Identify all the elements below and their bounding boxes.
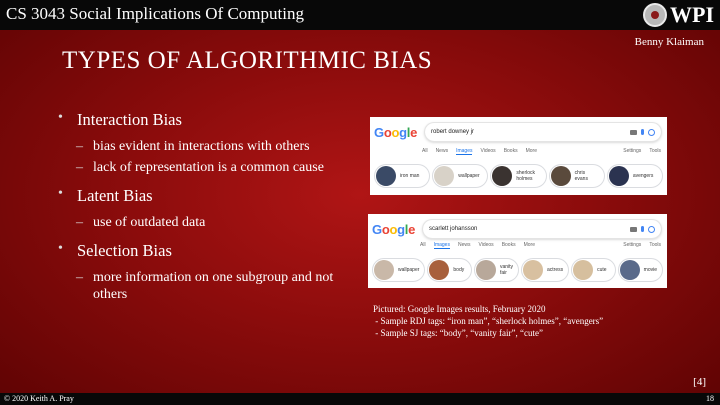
chip-iron-man (375, 165, 429, 187)
chip-label: wallpaper (398, 267, 420, 273)
chip-thumbnail (609, 166, 629, 186)
bullet-interaction-bias: • Interaction Bias (58, 110, 358, 130)
chip-thumbnail (620, 260, 640, 280)
mic-icon (641, 226, 644, 232)
related-chips (375, 165, 662, 187)
image-caption (373, 303, 603, 339)
tab-news: News (435, 148, 449, 154)
search-query: robert downey jr (431, 129, 475, 135)
sub-bullet: – lack of representation is a common cause (58, 159, 358, 176)
chip-label: vanity fair (499, 264, 513, 276)
chip-chris-evans (550, 165, 604, 187)
bullet-list (58, 110, 358, 307)
google-search-bar (372, 218, 661, 240)
author-name: Benny Klaiman (634, 36, 704, 48)
search-input (423, 220, 661, 238)
chip-thumbnail (492, 166, 512, 186)
chip-thumbnail (523, 260, 543, 280)
chip-label: chris evans (574, 170, 588, 182)
sub-bullet: – bias evident in interactions with others (58, 138, 358, 155)
tab-books: Books (503, 148, 518, 154)
search-tabs (422, 148, 661, 155)
bullet-latent-bias: • Latent Bias (58, 186, 358, 206)
chip-thumbnail (429, 260, 449, 280)
camera-icon (630, 130, 637, 135)
header-bar (0, 0, 720, 30)
chip-label: movie (643, 267, 657, 273)
chip-thumbnail (551, 166, 571, 186)
copyright: © 2020 Keith A. Pray (4, 394, 74, 403)
chip-thumbnail (374, 260, 394, 280)
search-icon (648, 129, 655, 136)
chip-label: actress (547, 267, 564, 273)
google-screenshot-rdj (370, 117, 667, 195)
google-screenshot-sj (368, 214, 667, 288)
caption-line: Pictured: Google Images results, February 2020 (373, 304, 546, 314)
tab-tools: Tools (649, 242, 661, 248)
caption-line: - Sample RDJ tags: “iron man”, “sherlock holmes”, “avengers” (373, 316, 604, 326)
citation: [4] (693, 376, 706, 388)
search-tabs (420, 242, 661, 249)
chip-wallpaper (433, 165, 487, 187)
chip-sherlock-holmes (491, 165, 545, 187)
chip-cute (572, 259, 615, 281)
slide-title: TYPES OF ALGORITHMIC BIAS (62, 47, 433, 74)
chip-label: avengers (632, 173, 654, 179)
chip-label: sherlock holmes (516, 170, 536, 182)
caption-line: - Sample SJ tags: “body”, “vanity fair”, “cute” (373, 328, 543, 338)
chip-body (428, 259, 471, 281)
chip-label: wallpaper (458, 173, 480, 179)
tab-videos: Videos (478, 242, 494, 248)
mic-icon (641, 129, 644, 135)
wpi-logo-text: WPI (670, 2, 714, 27)
chip-avengers (608, 165, 662, 187)
tab-settings: Settings (623, 148, 642, 154)
tab-all: All (420, 242, 426, 248)
chip-actress (522, 259, 568, 281)
chip-label: cute (597, 267, 607, 273)
tab-images: Images (433, 242, 450, 248)
chip-thumbnail (573, 260, 593, 280)
tab-tools: Tools (649, 148, 661, 154)
camera-icon (630, 227, 637, 232)
sub-bullet: – more information on one subgroup and not others (58, 269, 358, 303)
tab-all: All (422, 148, 428, 154)
wpi-logo (643, 1, 714, 29)
tab-more: More (525, 148, 537, 154)
tab-settings: Settings (623, 242, 642, 248)
chip-thumbnail (434, 166, 454, 186)
tab-more: More (523, 242, 535, 248)
chip-vanity-fair (475, 259, 518, 281)
google-logo: Google (372, 221, 416, 237)
chip-movie (619, 259, 662, 281)
search-icon (648, 226, 655, 233)
search-query: scarlett johansson (429, 226, 478, 232)
search-input (425, 123, 661, 141)
chip-thumbnail (476, 260, 496, 280)
tab-images: Images (456, 148, 473, 154)
chip-label: iron man (400, 173, 420, 179)
chip-wallpaper (373, 259, 424, 281)
chip-thumbnail (376, 166, 396, 186)
page-number: 18 (706, 394, 714, 403)
chip-label: body (453, 267, 465, 273)
wpi-seal-icon (643, 3, 667, 27)
tab-news: News (457, 242, 471, 248)
sub-bullet: – use of outdated data (58, 214, 358, 231)
course-title: CS 3043 Social Implications Of Computing (6, 4, 304, 23)
google-search-bar (374, 121, 661, 143)
footer-bar (0, 393, 720, 405)
related-chips (373, 259, 662, 281)
tab-videos: Videos (480, 148, 496, 154)
bullet-selection-bias: • Selection Bias (58, 241, 358, 261)
google-logo: Google (374, 124, 418, 140)
tab-books: Books (501, 242, 516, 248)
